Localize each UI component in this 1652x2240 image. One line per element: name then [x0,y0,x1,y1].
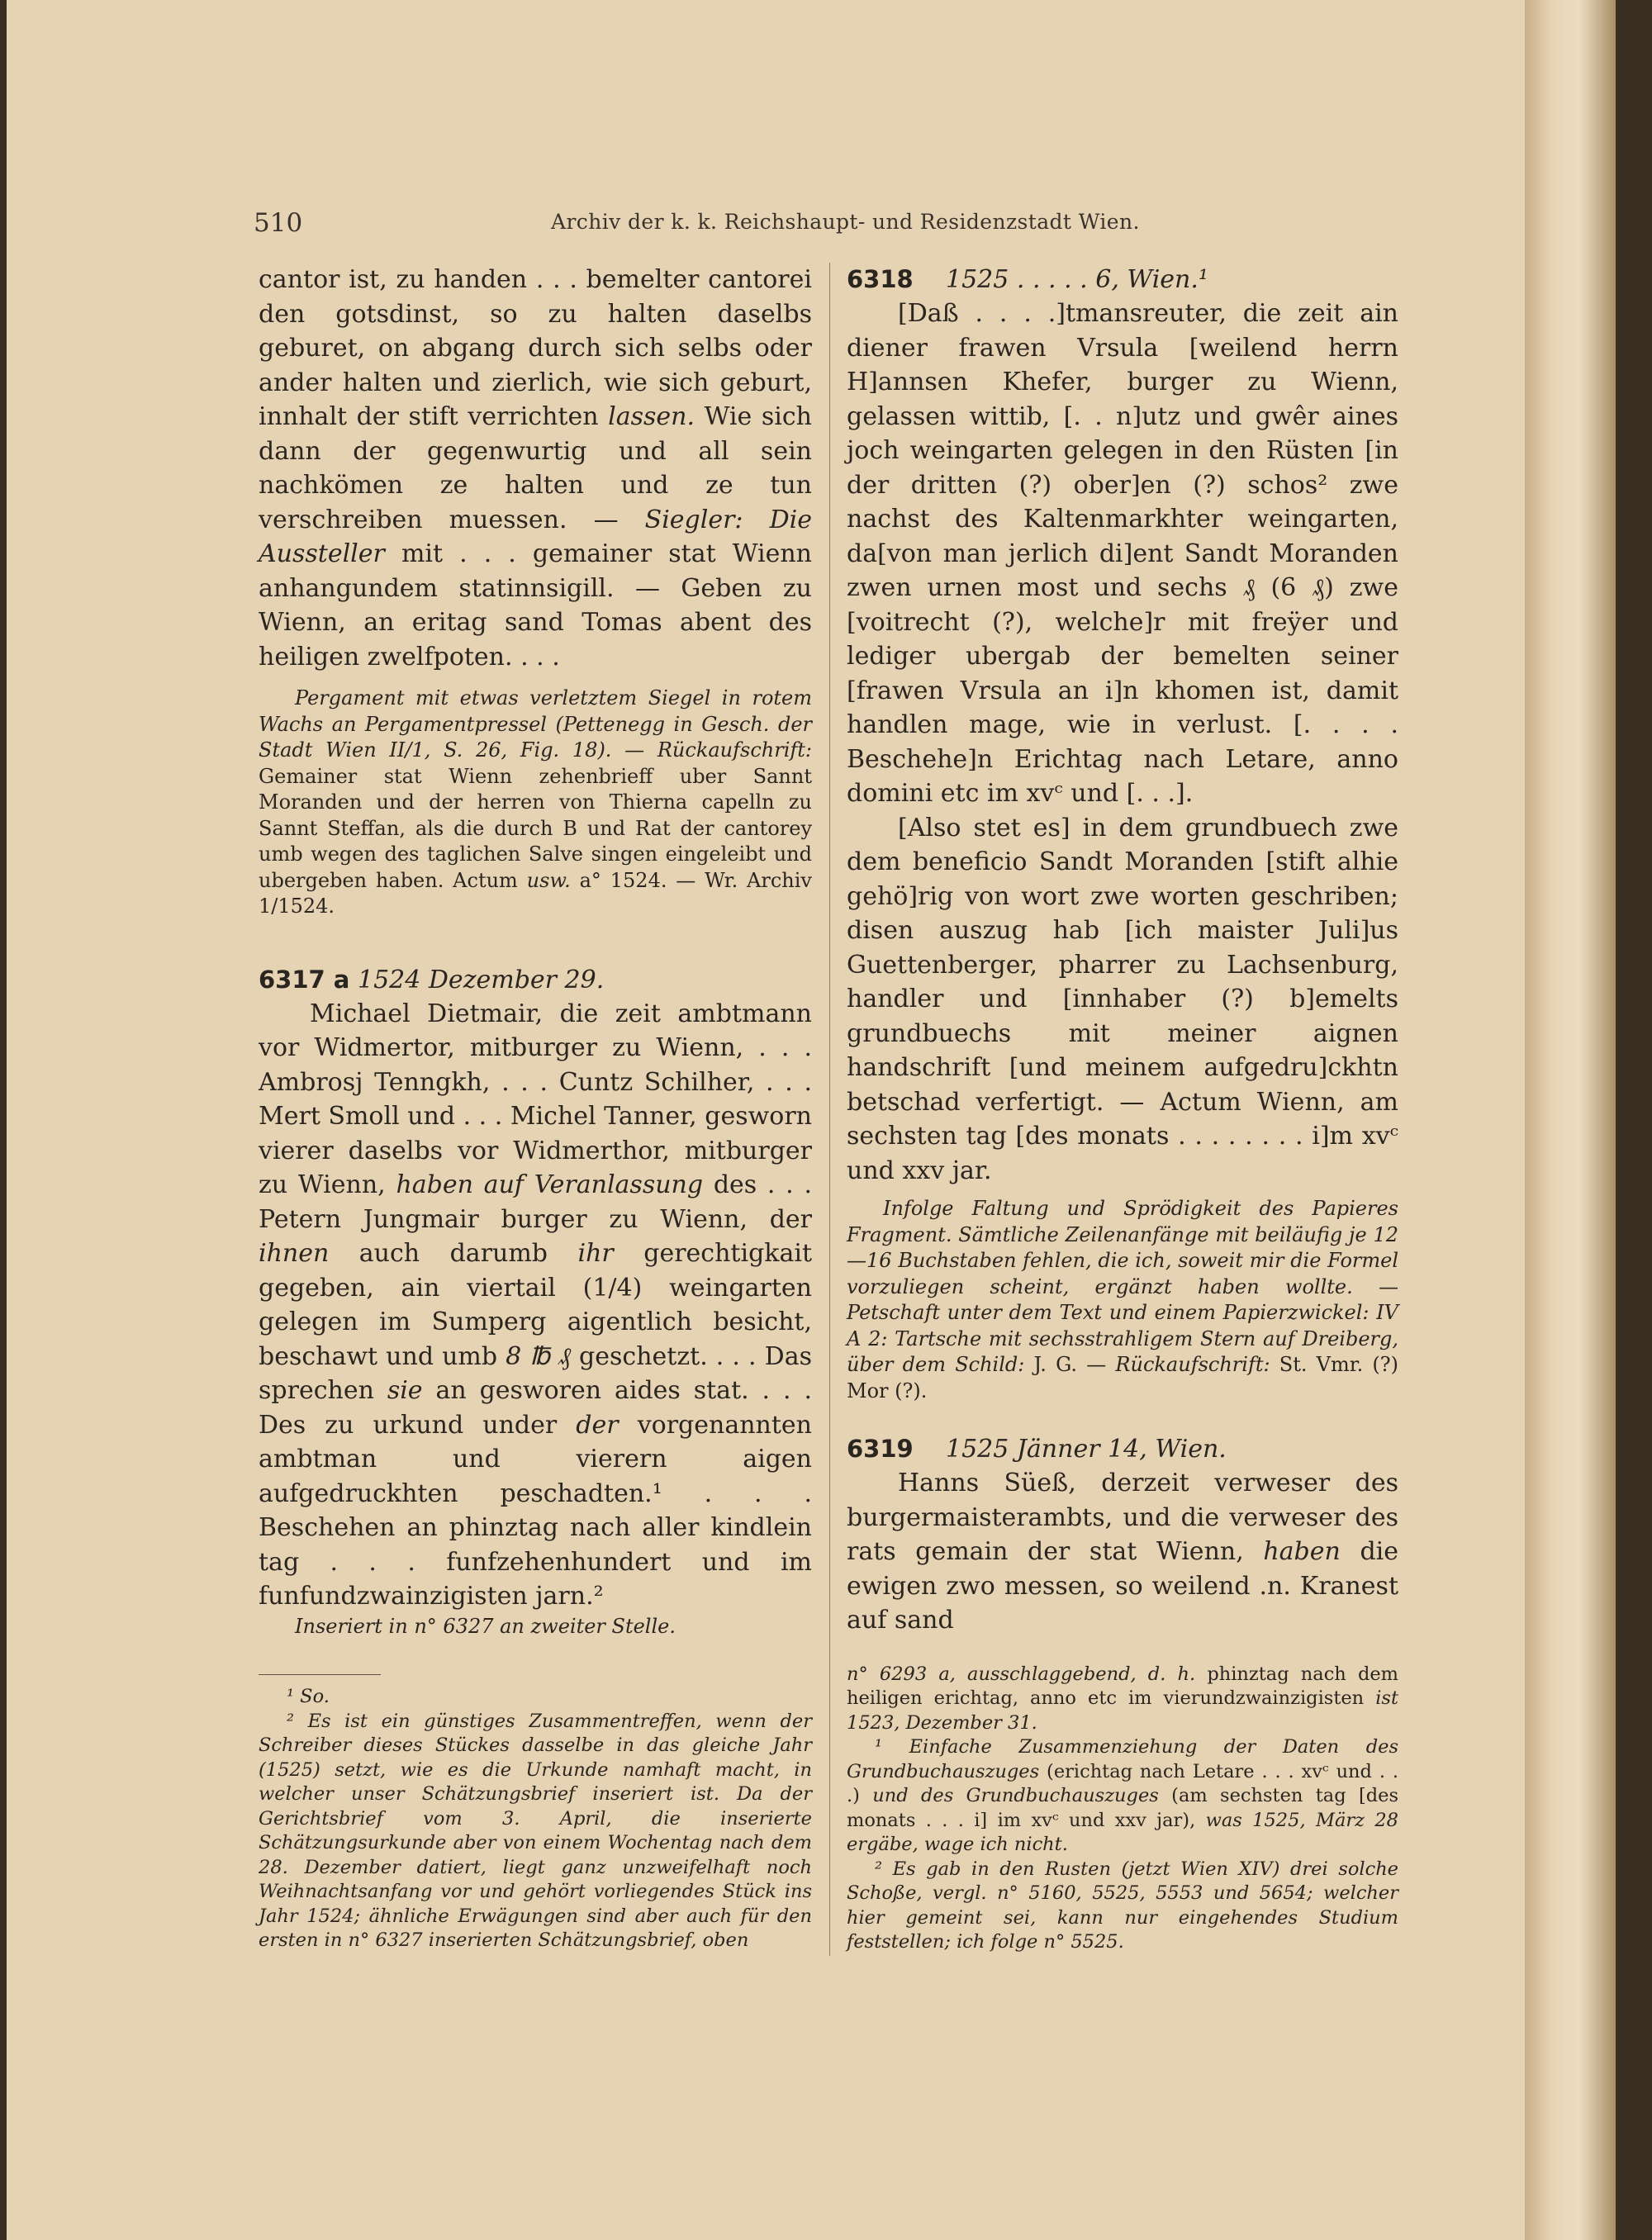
page-number: 510 [254,208,303,238]
footnote-1: ¹ So. [287,1686,330,1707]
left-column [259,263,812,1953]
entry-6318-heading [847,263,1398,297]
entry-6317a-heading [259,963,812,997]
previous-entry-note: Pergament mit etwas verletztem Siegel in rotem Wachs an Pergamentpressel (Pettenegg in Gesch. der Stadt Wien II/1, S. 26, Fig. 18). — Rückaufschrift: Gemainer stat Wienn zehenbrieff uber Sannt Moranden und der herren von Thierna capelln zu Sannt Steffan, als die durch B und Rat der cantorey umb wegen des taglichen Salve singen eingeleibt und ubergeben haben. Actum usw. a° 1524. — Wr. Archiv 1/1524. [259,686,812,918]
running-head-title: Archiv der k. k. Reichshaupt- und Residenzstadt Wien. [551,210,1140,234]
entry-date: 1524 Dezember 29. [358,965,605,994]
entry-number: 6318 [847,265,914,293]
book-page-edge [1525,0,1616,2240]
entry-6318-paragraph-2: [Also stet es] in dem grundbuech zwe dem beneficio Sandt Moranden [stift alhie gehö]rig von wort zwe worten geschriben; disen auszug hab [ich maister Juli]us Guettenberger, pharrer zu Lachsenburg, handler und [innhaber (?) b]emelts grundbuechs mit meiner aignen handschrift [und meinem aufgedru]ckhtn betschad verfertigt. — Actum Wienn, am sechsten tag [des monats . . . . . . . . i]m xvᶜ und xxv jar. [847,813,1398,1185]
footnote-continuation: n° 6293 a, ausschlaggebend, d. h. phinztag nach dem heiligen erichtag, anno etc im vierundzwainzigisten ist 1523, Dezember 31. [847,1663,1398,1734]
footnote-1: ¹ Einfache Zusammenziehung der Daten des Grundbuchauszuges (erichtag nach Letare . . . xvᶜ und . . .) und des Grundbuchauszuges (am sechsten tag [des monats . . . i] im xvᶜ und xxv jar), was 1525, März 28 ergäbe, wage ich nicht. [847,1736,1398,1855]
entry-6318-note: Infolge Faltung und Sprödigkeit des Papieres Fragment. Sämtliche Zeilenanfänge mit beiläufig je 12—16 Buchstaben fehlen, die ich, soweit mir die Formel vorzuliegen scheint, ergänzt haben wollte. — Petschaft unter dem Text und einem Papierzwickel: IV A 2: Tartsche mit sechsstrahligem Stern auf Dreiberg, über dem Schild: J. G. — Rückaufschrift: St. Vmr. (?) Mor (?). [847,1197,1398,1402]
footnote-2: ² Es ist ein günstiges Zusammentreffen, wenn der Schreiber dieses Stückes dasselbe in das gleiche Jahr (1525) setzt, wie es die Urkunde namhaft macht, in welcher unser Schätzungsbrief inseriert ist. Da der Gerichtsbrief vom 3. April, die inserierte Schätzungsurkunde aber von einem Wochentag nach dem 28. Dezember datiert, liegt ganz unzweifelhaft noch Weihnachtsanfang vor und gehört vorliegendes Stück ins Jahr 1524; ähnliche Erwägungen sind aber auch für den ersten in n° 6327 inserierten Schätzungsbrief, oben [259,1710,812,1951]
entry-6319-body: Hanns Süeß, derzeit verweser des burgermaisterambts, und die verweser des rats gemain der stat Wienn, haben die ewigen zwo messen, so weilend .n. Kranest auf sand [847,1469,1398,1635]
entry-number: 6319 [847,1435,914,1463]
entry-date: 1525 . . . . . 6, Wien.¹ [946,265,1208,294]
footnote-2: ² Es gab in den Rusten (jetzt Wien XIV) drei solche Schoße, vergl. n° 5160, 5525, 5553 und 5654; welcher hier gemeint sei, kann nur eingehendes Studium feststellen; ich folge n° 5525. [847,1858,1398,1953]
entry-6317a-note: Inseriert in n° 6327 an zweiter Stelle. [295,1614,676,1638]
entry-6317a-body: Michael Dietmair, die zeit ambtmann vor Widmertor, mitburger zu Wienn, . . . Ambrosj Tenngkh, . . . Cuntz Schilher, . . . Mert Smoll und . . . Michel Tanner, gesworn vierer daselbs vor Widmerthor, mitburger zu Wienn, haben auf Veranlassung des . . . Petern Jungmair burger zu Wienn, der ihnen auch darumb ihr gerechtigkait gegeben, ain viertail (1/4) weingarten gelegen im Sumperg aigentlich besicht, beschawt und umb 8 ℔ ₰ geschetzt. . . . Das sprechen sie an gesworen aides stat. . . . Des zu urkund under der vorgenannten ambtman und vierern aigen aufgedruckhten peschadten.¹ . . . Beschehen an phinztag nach aller kindlein tag . . . funfzehenhundert und im funfundzwainzigisten jarn.² [259,999,812,1611]
column-separator [829,263,830,1956]
entry-number: 6317 a [259,965,350,994]
entry-6319-heading [847,1432,1398,1466]
previous-entry-body: cantor ist, zu handen . . . bemelter cantorei den gotsdinst, so zu halten daselbs geburet, on abgang durch sich selbs oder ander halten und zierlich, wie sich geburt, innhalt der stift verrichten lassen. Wie sich dann der gegenwurtig und all sein nachkömen ze halten und ze tun verschreiben muessen. — Siegler: Die Aussteller mit . . . gemainer stat Wienn anhangundem statinnsigill. — Geben zu Wienn, an eritag sand Tomas abent des heiligen zwelfpoten. . . . [259,265,812,672]
entry-date: 1525 Jänner 14, Wien. [946,1435,1227,1464]
entry-6318-paragraph-1: [Daß . . . .]tmansreuter, die zeit ain diener frawen Vrsula [weilend herrn H]annsen Khefer, burger zu Wienn, gelassen wittib, [. . n]utz und gwêr aines joch weingarten gelegen in den Rüsten [in der dritten (?) ober]en (?) schos² zwe nachst des Kaltenmarkhter weingarten, da[von man jerlich di]ent Sandt Moranden zwen urnen most und sechs ₰ (6 ₰) zwe [voitrecht (?), welche]r mit freÿer und lediger ubergab der bemelten seiner [frawen Vrsula an i]n khomen ist, damit handlen mage, wie in verlust. [. . . . Beschehe]n Erichtag nach Letare, anno domini etc im xvᶜ und [. . .]. [847,299,1398,808]
right-column [847,263,1398,1955]
